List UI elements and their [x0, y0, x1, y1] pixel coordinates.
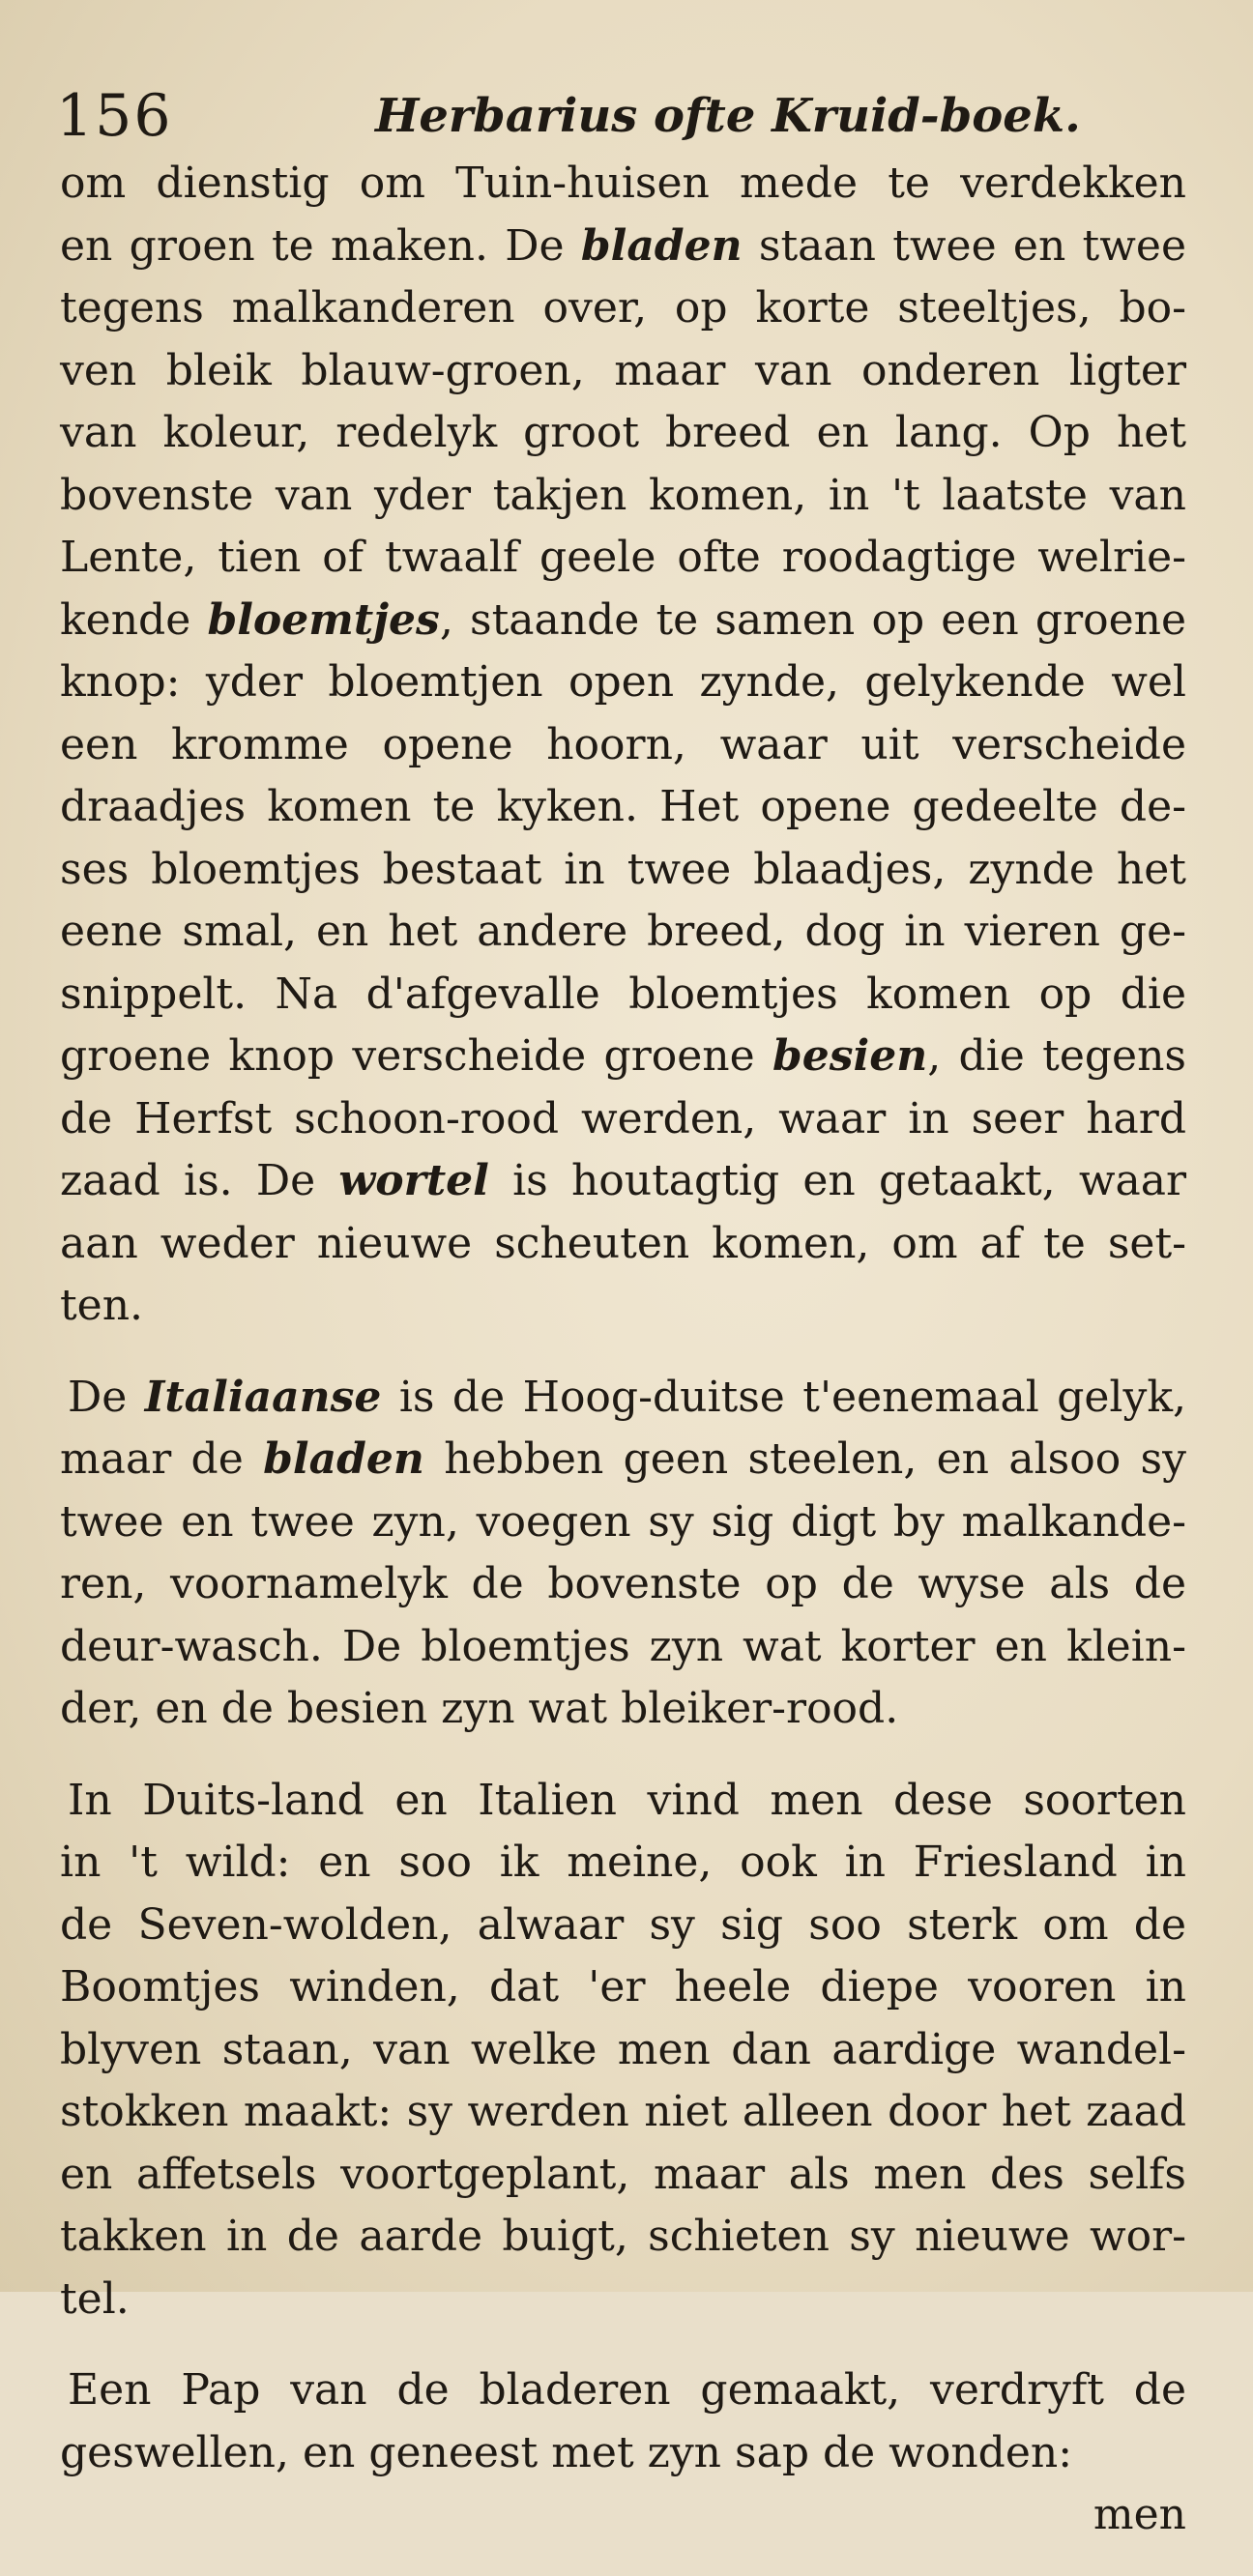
- text-line: [60, 1491, 1186, 1554]
- text-segment: eene smal, en het andere breed, dog in vieren ge-: [60, 907, 1186, 956]
- text-segment: bovenste van yder takjen komen, in 't laatste van: [60, 470, 1186, 520]
- italic-term: bloemtjes: [207, 594, 440, 645]
- text-segment: ren, voornamelyk de bovenste op de wyse als de: [60, 1559, 1186, 1608]
- text-line: [60, 465, 1186, 528]
- text-segment: snippelt. Na d'afgevalle bloemtjes komen op die: [60, 969, 1186, 1019]
- text-line: [60, 527, 1186, 590]
- text-line: [60, 839, 1186, 902]
- page-header: [56, 77, 1178, 155]
- text-segment: knop: yder bloemtjen open zynde, gelykende wel: [60, 657, 1186, 707]
- text-line: [60, 340, 1186, 403]
- text-segment: Boomtjes winden, dat 'er heele diepe vooren in: [60, 1962, 1186, 2012]
- text-segment: deur-wasch. De bloemtjes zyn wat korter en klein-: [60, 1621, 1186, 1671]
- italic-term: bladen: [580, 220, 743, 271]
- text-line: [60, 1429, 1186, 1491]
- body-text: [60, 153, 1186, 2576]
- text-line: [60, 2359, 1186, 2422]
- paragraph: [60, 1367, 1186, 1741]
- text-segment: twee en twee zyn, voegen sy sig digt by malkande-: [60, 1496, 1186, 1547]
- text-line: [60, 901, 1186, 964]
- text-line: [60, 1678, 1186, 1741]
- text-segment: de Seven-wolden, alwaar sy sig soo sterk om de: [60, 1899, 1186, 1950]
- text-segment: groene knop verscheide groene: [60, 1031, 772, 1081]
- text-segment: , die tegens: [927, 1031, 1186, 1081]
- italic-term: wortel: [338, 1156, 489, 1205]
- text-line: [60, 1895, 1186, 1957]
- text-segment: takken in de aarde buigt, schieten sy nieuwe wor-: [60, 2212, 1186, 2261]
- catchword: men: [1093, 2490, 1186, 2539]
- text-segment: Lente, tien of twaalf geele ofte roodagtige welrie-: [60, 533, 1186, 582]
- text-segment: zaad is. De: [60, 1156, 339, 1205]
- text-line: [60, 590, 1186, 652]
- text-segment: staan twee en twee: [742, 220, 1186, 271]
- italic-term: besien: [772, 1031, 928, 1081]
- text-segment: blyven staan, van welke men dan aardige wandel-: [60, 2024, 1186, 2074]
- text-line: [60, 277, 1186, 340]
- paragraph: [60, 153, 1186, 1338]
- text-segment: aan weder nieuwe scheuten komen, om af te set-: [60, 1218, 1186, 1268]
- text-line: [60, 1553, 1186, 1616]
- text-segment: ven bleik blauw-groen, maar van onderen ligter: [60, 345, 1186, 395]
- text-line: [60, 2019, 1186, 2082]
- text-segment: om dienstig om Tuin-huisen mede te verdekken: [60, 159, 1186, 208]
- text-segment: de Herfst schoon-rood werden, waar in seer hard: [60, 1093, 1186, 1143]
- text-line: [60, 1275, 1186, 1338]
- text-segment: in 't wild: en soo ik meine, ook in Friesland in: [60, 1838, 1186, 1887]
- text-line: [60, 1770, 1186, 1833]
- paragraph: [60, 1770, 1186, 2331]
- text-segment: , staande te samen op een groene: [439, 594, 1187, 645]
- text-segment: is houtagtig en getaakt, waar: [488, 1156, 1186, 1205]
- running-title: Herbarius ofte Kruid-boek.: [375, 89, 1081, 143]
- text-segment: ses bloemtjes bestaat in twee blaadjes, zynde het: [60, 844, 1186, 894]
- text-segment: Een Pap van de bladeren gemaakt, verdryft de: [68, 2365, 1186, 2415]
- text-segment: hebben geen steelen, en alsoo sy: [423, 1434, 1186, 1484]
- text-line: [60, 2081, 1186, 2144]
- text-line: [60, 1150, 1186, 1213]
- text-segment: De: [68, 1372, 145, 1422]
- italic-term: bladen: [263, 1434, 424, 1484]
- text-segment: kende: [60, 594, 208, 645]
- text-line: [60, 153, 1186, 216]
- text-segment: en groen te maken. De: [60, 220, 581, 271]
- text-line: [60, 2144, 1186, 2207]
- text-segment: ten.: [60, 1281, 144, 1330]
- text-segment: stokken maakt: sy werden niet alleen door het zaad: [60, 2087, 1186, 2136]
- text-line: [60, 216, 1186, 278]
- text-segment: tel.: [60, 2273, 130, 2324]
- text-segment: van koleur, redelyk groot breed en lang. Op het: [60, 408, 1186, 457]
- text-line: [60, 1088, 1186, 1151]
- text-line: [60, 964, 1186, 1027]
- text-segment: tegens malkanderen over, op korte steeltjes, bo-: [60, 283, 1186, 333]
- text-segment: een kromme opene hoorn, waar uit verscheide: [60, 719, 1186, 769]
- text-line: [60, 2206, 1186, 2269]
- text-line: [60, 1026, 1186, 1088]
- text-line: [60, 1956, 1186, 2019]
- text-segment: der, en de besien zyn wat bleiker-rood.: [60, 1684, 899, 1733]
- page-number: 156: [56, 82, 173, 150]
- text-line: [60, 714, 1186, 777]
- text-line: [60, 776, 1186, 839]
- text-segment: is de Hoog-duitse t'eenemaal gelyk,: [381, 1372, 1186, 1422]
- text-line: [60, 651, 1186, 714]
- text-line: [60, 1616, 1186, 1679]
- italic-term: Italiaanse: [144, 1372, 382, 1422]
- text-segment: geswellen, en geneest met zyn sap de wonden:: [60, 2427, 1073, 2477]
- text-segment: draadjes komen te kyken. Het opene gedeelte de-: [60, 782, 1186, 831]
- text-segment: maar de: [60, 1434, 264, 1484]
- text-line: [60, 2269, 1186, 2331]
- text-line: [60, 402, 1186, 465]
- text-segment: en affetsels voortgeplant, maar als men des selfs: [60, 2149, 1186, 2199]
- text-line: [60, 2422, 1186, 2485]
- text-segment: In Duits-land en Italien vind men dese soorten: [68, 1775, 1186, 1825]
- text-line: [60, 1832, 1186, 1895]
- text-line: [60, 1367, 1186, 1430]
- paragraph: [60, 2359, 1186, 2547]
- text-line: [60, 1213, 1186, 1276]
